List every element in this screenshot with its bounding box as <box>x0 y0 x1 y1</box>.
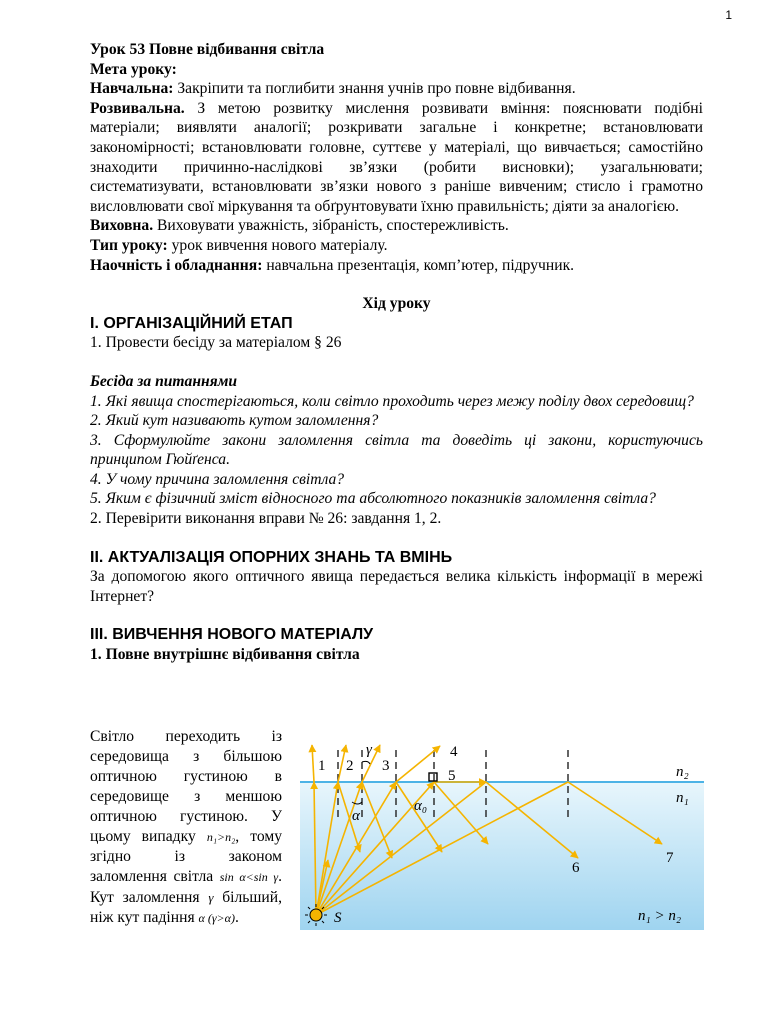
section3-heading: III. ВИВЧЕННЯ НОВОГО МАТЕРІАЛУ <box>90 626 374 644</box>
question-2: 2. Який кут називають кутом заломлення? <box>90 412 379 430</box>
ray-label-5: 5 <box>448 768 456 784</box>
section1-item1: 1. Провести бесіду за матеріалом § 26 <box>90 334 342 352</box>
question-3: 3. Сформулюйте закони заломлення світла та доведіть ці закони, користуючись принципом Гюйґенса. <box>90 431 703 469</box>
section2-heading: II. АКТУАЛІЗАЦІЯ ОПОРНИХ ЗНАНЬ ТА ВМІНЬ <box>90 548 453 566</box>
conversation-heading: Бесіда за питаннями <box>90 372 238 390</box>
total-internal-reflection-figure <box>300 740 704 930</box>
relation-label: n₁ > n₂ <box>638 908 682 924</box>
document-body <box>90 40 703 665</box>
question-1: 1. Які явища спостерігаються, коли світло проходить через межу поділу двох середовищ? <box>90 392 694 410</box>
equipment: Наочність і обладнання: навчальна презентація, комп’ютер, підручник. <box>90 256 575 274</box>
lesson-type: Тип уроку: урок вивчення нового матеріалу. <box>90 236 388 254</box>
alpha-label: α <box>352 808 360 824</box>
ray-label-7: 7 <box>666 850 674 866</box>
condition-n1-gt-n2: n₁>n₂ <box>206 829 236 844</box>
ray-label-4: 4 <box>450 744 458 760</box>
goal-heading: Мета уроку: <box>90 60 177 78</box>
question-4: 4. У чому причина заломлення світла? <box>90 470 345 488</box>
goal-educational: Навчальна: Закріпити та поглибити знання учнів про повне відбивання. <box>90 80 576 98</box>
sin-relation: sin α<sin γ <box>219 870 279 885</box>
ray-label-6: 6 <box>572 860 580 876</box>
alpha0-label: α₀ <box>414 798 428 814</box>
ray-label-3: 3 <box>382 758 390 774</box>
gamma-symbol: γ <box>208 890 214 906</box>
source-label: S <box>334 910 342 926</box>
n2-label: n₂ <box>676 764 689 780</box>
question-5: 5. Яким є фізичний зміст відносного та абсолютного показників заломлення світла? <box>90 490 656 508</box>
goal-upbringing: Виховна. Виховувати уважність, зібраність, спостережливість. <box>90 217 509 235</box>
angle-gamma-arc <box>362 761 370 764</box>
page-number: 1 <box>725 8 732 22</box>
alpha-relation: α (γ>α) <box>198 911 235 926</box>
section1-item2: 2. Перевірити виконання вправи № 26: завдання 1, 2. <box>90 510 442 528</box>
section3-subheading: 1. Повне внутрішнє відбивання світла <box>90 646 360 664</box>
goal-developmental: Розвивальна. З метою розвитку мислення розвивати вміння: пояснювати подібні матеріали; виявляти аналогії; розкривати загальне і конкретне; встановлювати закономірності; встановлювати головне, суттєве у матеріалі, що вивчається; самостійно знаходити причинно-наслідкові зв’язки (робити висновки); узагальнювати; систематизувати, встановлювати зв’язки нового з раніше вивченим; стисло і грамотно висловлювати свої міркування та обґрунтовувати їхню правильність; діяти за аналогією. <box>90 99 703 215</box>
figure-description: Світло переходить із середовища з більшою оптичною густиною в середовище з меншою оптичною густиною. У цьому випадку n₁>n₂, тому згідно із законом заломлення світла sin α<sin γ. Кут заломлення γ більший, ніж кут падіння α (γ>α). <box>90 728 283 927</box>
ray-label-2: 2 <box>346 758 354 774</box>
right-angle-mark <box>429 773 437 781</box>
section2-text: За допомогою якого оптичного явища передається велика кількість інформації в мережі Інтернет? <box>90 568 703 605</box>
lesson-title: Урок 53 Повне відбивання світла <box>90 41 325 58</box>
section1-heading: I. ОРГАНІЗАЦІЙНИЙ ЕТАП <box>90 314 293 332</box>
ray-label-1: 1 <box>318 758 326 774</box>
n1-label: n₁ <box>676 790 689 806</box>
course-heading: Хід уроку <box>362 295 431 313</box>
gamma-label: γ <box>366 742 372 758</box>
